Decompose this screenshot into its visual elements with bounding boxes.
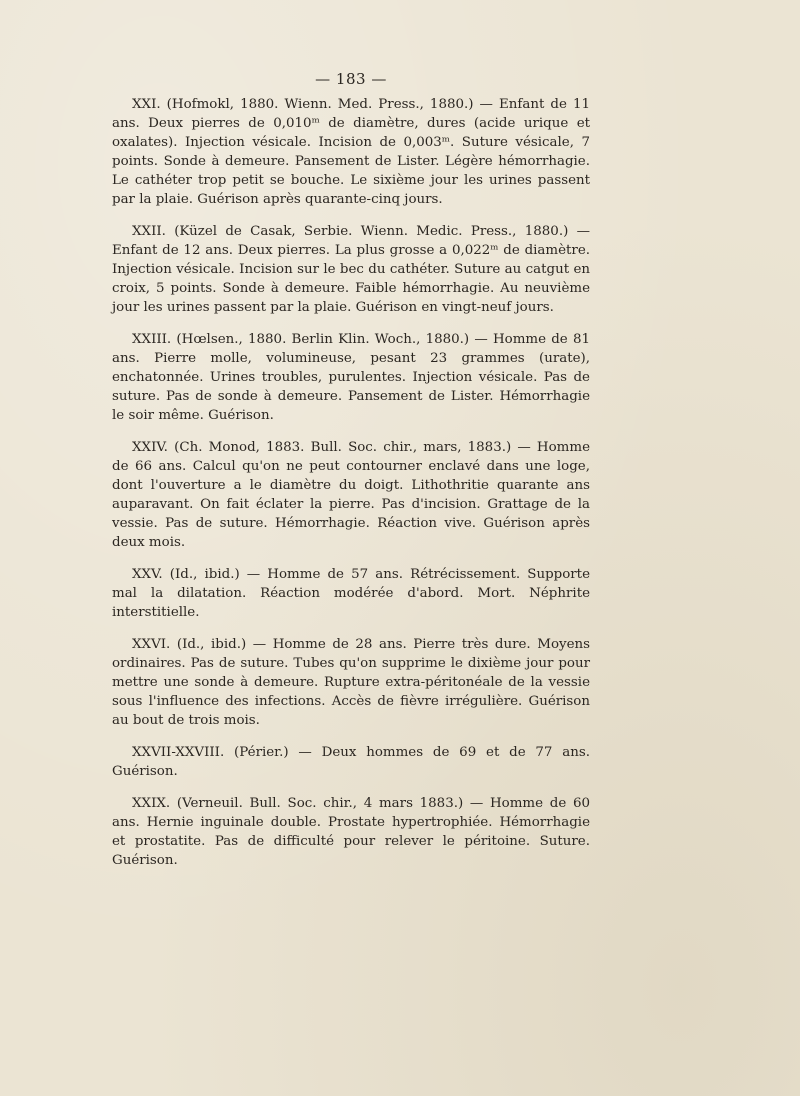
case-entry-xxix: XXIX. (Verneuil. Bull. Soc. chir., 4 mars 1883.) — Homme de 60 ans. Hernie inguinale double. Prostate hypertrophiée. Hémorrhagie et prostatite. Pas de difficulté pour relever le péritoine. Suture. Guérison. — [112, 796, 590, 868]
case-entry-xxi: XXI. (Hofmokl, 1880. Wienn. Med. Press., 1880.) — Enfant de 11 ans. Deux pierres de 0,010ᵐ de diamètre, dures (acide urique et oxalates). Injection vésicale. Incision de 0,003ᵐ. Suture vésicale, 7 points. Sonde à demeure. Pansement de Lister. Légère hémorrhagie. Le cathéter trop petit se bouche. Le sixième jour les urines passent par la plaie. Guérison après quarante-cinq jours. — [112, 97, 590, 207]
case-entry-xxv: XXV. (Id., ibid.) — Homme de 57 ans. Rétrécissement. Supporte mal la dilatation. Réaction modérée d'abord. Mort. Néphrite interstitielle. — [112, 567, 590, 620]
case-entry-xxvi: XXVI. (Id., ibid.) — Homme de 28 ans. Pierre très dure. Moyens ordinaires. Pas de suture. Tubes qu'on supprime le dixième jour pour mettre une sonde à demeure. Rupture extra-péritonéale de la vessie sous l'influence des infections. Accès de fièvre irrégulière. Guérison au bout de trois mois. — [112, 637, 590, 728]
page-number: — 183 — — [315, 70, 387, 88]
case-entry-xxiv: XXIV. (Ch. Monod, 1883. Bull. Soc. chir., mars, 1883.) — Homme de 66 ans. Calcul qu'on ne peut contourner enclavé dans une loge, dont l'ouverture a le diamètre du doigt. Lithothritie quarante ans auparavant. On fait éclater la pierre. Pas d'incision. Grattage de la vessie. Pas de suture. Hémorrhagie. Réaction vive. Guérison après deux mois. — [112, 440, 590, 550]
case-entry-xxii: XXII. (Küzel de Casak, Serbie. Wienn. Medic. Press., 1880.) — Enfant de 12 ans. Deux pierres. La plus grosse a 0,022ᵐ de diamètre. Injection vésicale. Incision sur le bec du cathéter. Suture au catgut en croix, 5 points. Sonde à demeure. Faible hémorrhagie. Au neuvième jour les urines passent par la plaie. Guérison en vingt-neuf jours. — [112, 224, 590, 315]
case-entry-xxvii-xxviii: XXVII-XXVIII. (Périer.) — Deux hommes de 69 et de 77 ans. Guérison. — [112, 745, 590, 779]
case-entry-xxiii: XXIII. (Hœlsen., 1880. Berlin Klin. Woch., 1880.) — Homme de 81 ans. Pierre molle, volumineuse, pesant 23 grammes (urate), enchatonnée. Urines troubles, purulentes. Injection vésicale. Pas de suture. Pas de sonde à demeure. Pansement de Lister. Hémorrhagie le soir même. Guérison. — [112, 332, 590, 423]
page-content — [112, 70, 590, 883]
